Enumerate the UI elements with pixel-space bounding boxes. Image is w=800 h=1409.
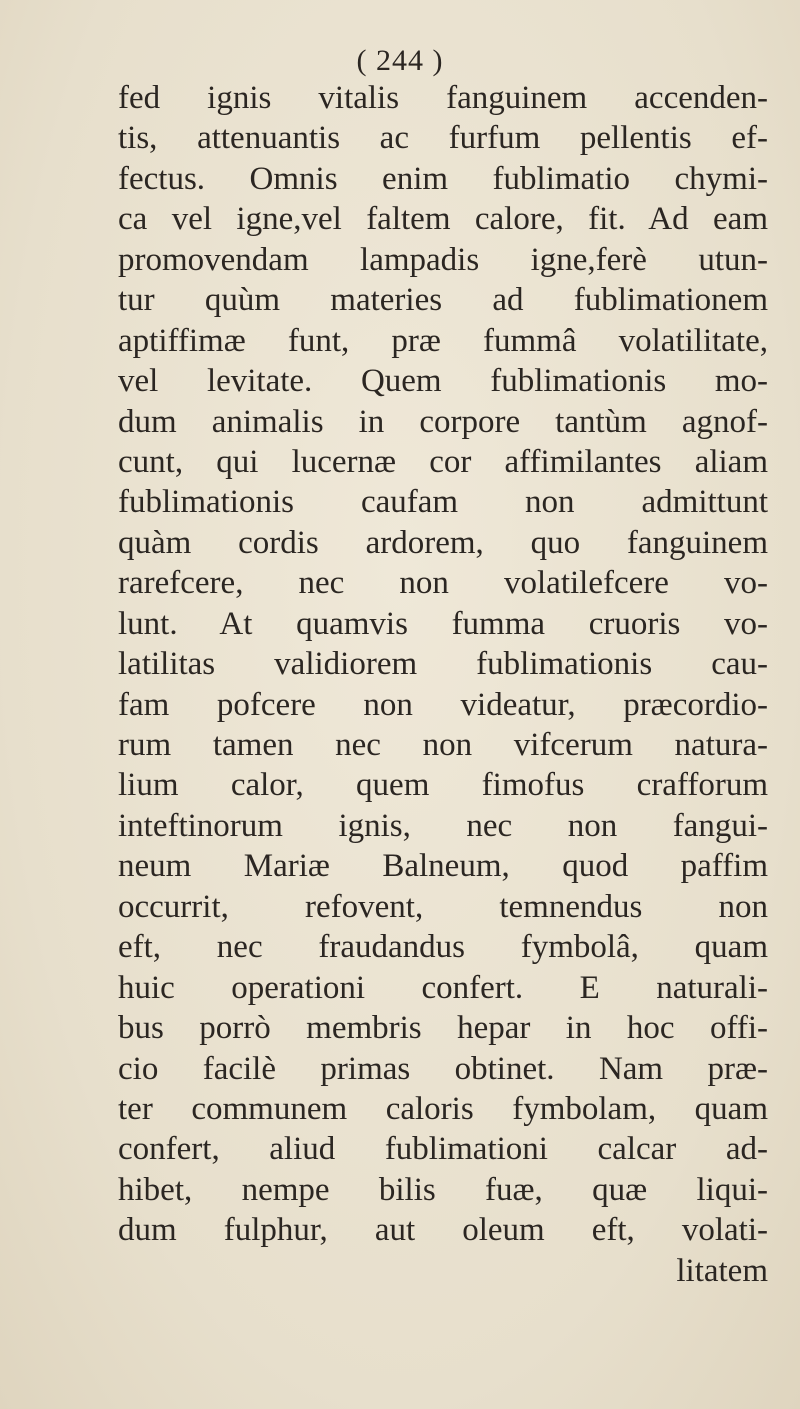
text-line: hibet, nempe bilis fuæ, quæ liqui- — [118, 1171, 768, 1208]
text-line: rarefcere, nec non volatilefcere vo- — [118, 565, 768, 602]
text-line: vel levitate. Quem fublimationis mo- — [118, 363, 768, 400]
text-line: fublimationis caufam non admittunt — [118, 484, 768, 521]
text-line: latilitas validiorem fublimationis cau- — [118, 646, 768, 683]
text-line: cio facilè primas obtinet. Nam præ- — [118, 1050, 768, 1087]
text-line: confert, aliud fublimationi calcar ad- — [118, 1131, 768, 1168]
text-line: rum tamen nec non vifcerum natura- — [118, 727, 768, 763]
text-line: occurrit, refovent, temnendus non — [118, 888, 768, 925]
text-line: lium calor, quem fimofus crafforum — [118, 767, 768, 804]
text-line: ca vel igne,vel faltem calore, fit. Ad eam — [118, 201, 768, 238]
text-line: lunt. At quamvis fumma cruoris vo- — [118, 605, 768, 642]
page-number-header: ( 244 ) — [356, 44, 444, 77]
text-line: neum Mariæ Balneum, quod paffim — [118, 848, 768, 885]
text-line: cunt, qui lucernæ cor affimilantes aliam — [118, 443, 768, 480]
text-line: dum animalis in corpore tantùm agnof- — [118, 403, 768, 440]
text-line: fectus. Omnis enim fublimatio chymi- — [118, 160, 768, 197]
text-line: dum fulphur, aut oleum eft, volati- — [118, 1212, 768, 1249]
text-line: inteftinorum ignis, nec non fangui- — [118, 807, 768, 844]
text-line: quàm cordis ardorem, quo fanguinem — [118, 524, 768, 561]
text-line: ter communem caloris fymbolam, quam — [118, 1090, 768, 1127]
text-line: huic operationi confert. E naturali- — [118, 969, 768, 1006]
text-line: eft, nec fraudandus fymbolâ, quam — [118, 929, 768, 966]
text-line: tis, attenuantis ac furfum pellentis ef- — [118, 120, 768, 157]
text-line: aptiffimæ funt, præ fummâ volatilitate, — [118, 322, 768, 359]
body-text — [118, 78, 768, 1291]
text-line: promovendam lampadis igne,ferè utun- — [118, 241, 768, 278]
text-line: bus porrò membris hepar in hoc offi- — [118, 1010, 768, 1047]
text-line: tur quùm materies ad fublimationem — [118, 282, 768, 319]
text-line: fam pofcere non videatur, præcordio- — [118, 686, 768, 723]
catchword: litatem — [676, 1252, 768, 1289]
text-line: fed ignis vitalis fanguinem accenden- — [118, 80, 768, 116]
